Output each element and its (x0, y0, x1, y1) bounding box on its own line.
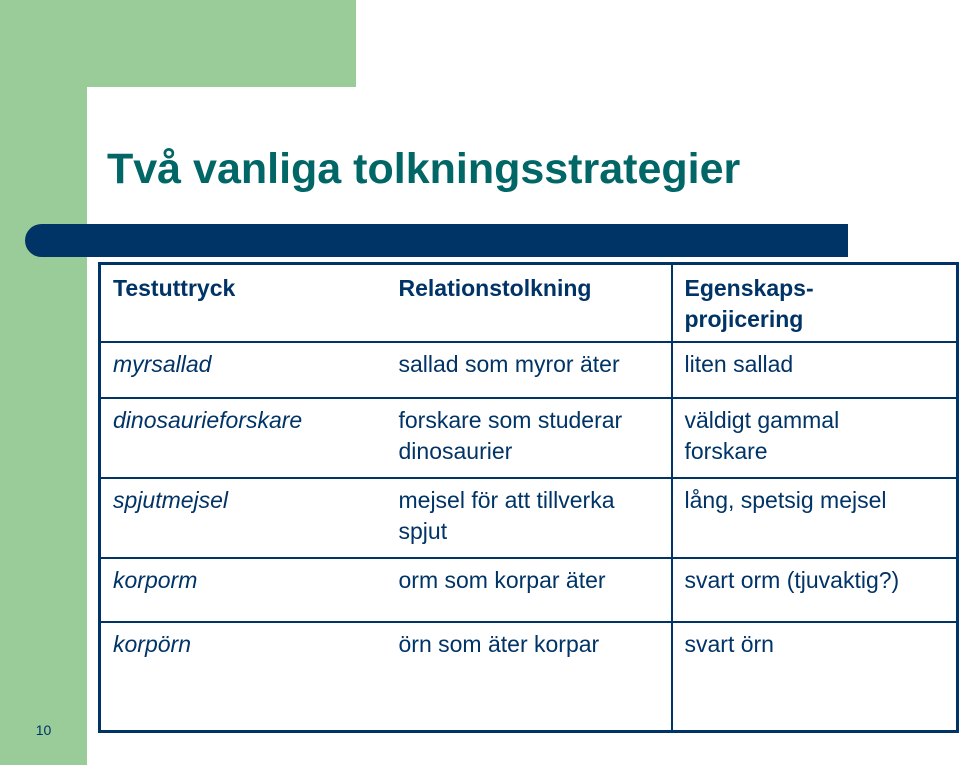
page-number: 10 (35, 722, 52, 738)
cell-property: svart orm (tjuvaktig?) (672, 558, 958, 622)
cell-term: korpörn (113, 630, 191, 657)
cell-term: korporm (100, 558, 387, 622)
table-row (100, 342, 958, 398)
cell-term: dinosaurieforskare (100, 398, 387, 478)
cell-relation: mejsel för att tillverka spjut (387, 478, 672, 558)
table-row (100, 558, 958, 622)
table-row (100, 478, 958, 558)
cell-term: spjutmejsel (100, 478, 387, 558)
slide-title: Två vanliga tolkningsstrategier (107, 145, 741, 193)
cell-relation: sallad som myror äter (387, 342, 672, 398)
table-row (100, 622, 958, 732)
cell-property: liten sallad (672, 342, 958, 398)
cell-property: väldigt gammal forskare (672, 398, 958, 478)
green-left-band (0, 0, 87, 765)
cell-relation: forskare som studerar dinosaurier (387, 398, 672, 478)
header-relationstolkning: Relationstolkning (387, 264, 672, 342)
table-row (100, 398, 958, 478)
title-underline-bar (25, 224, 848, 257)
cell-property: lång, spetsig mejsel (672, 478, 958, 558)
cell-term: myrsallad (100, 342, 387, 398)
cell-relation: orm som korpar äter (387, 558, 672, 622)
header-testuttryck: Testuttryck (100, 264, 387, 342)
table-header-row (100, 264, 958, 342)
comparison-table (98, 262, 959, 733)
cell-relation: örn som äter korpar (387, 622, 672, 732)
header-egenskapsprojicering: Egenskaps- projicering (672, 264, 958, 342)
cell-property: svart örn (684, 630, 774, 657)
